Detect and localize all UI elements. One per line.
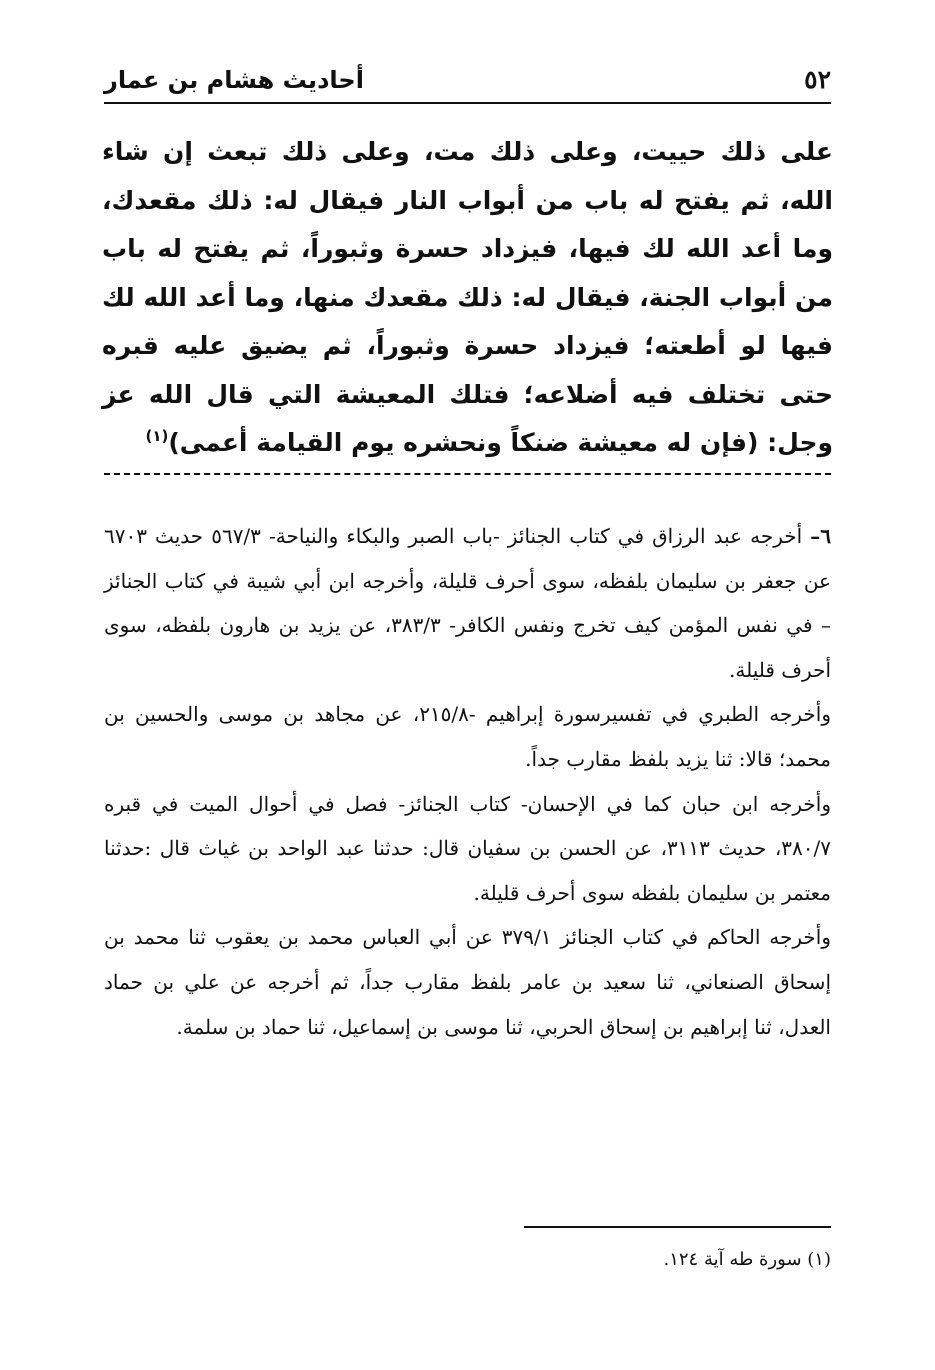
hadith-main-text	[102, 128, 833, 468]
takhrij-notes	[104, 514, 831, 1049]
note-paragraph: وأخرجه ابن حبان كما في الإحسان- كتاب الجنائز- فصل في أحوال الميت في قبره ٣٨٠/٧، حديث ٣١١٣، عن الحسن بن سفيان قال: حدثنا عبد الواحد بن غياث قال :حدثنا معتمر بن سليمان بلفظه سوى أحرف قليلة.	[104, 791, 831, 905]
footnote-divider	[524, 1226, 831, 1228]
note-paragraph: وأخرجه الحاكم في كتاب الجنائز ٣٧٩/١ عن أبي العباس محمد بن يعقوب ثنا محمد بن إسحاق الصنعاني، ثنا سعيد بن عامر بلفظ مقارب جداً، ثم أخرجه عن علي بن حماد العدل، ثنا إبراهيم بن إسحاق الحربي، ثنا موسى بن إسماعيل، ثنا حماد بن سلمة.	[104, 925, 831, 1039]
footnote-marker: (١)	[145, 427, 169, 445]
note-number: ٦–	[810, 524, 832, 548]
hadith-body: على ذلك حييت، وعلى ذلك مت، وعلى ذلك تبعث إن شاء الله، ثم يفتح له باب من أبواب النار فيقال له: ذلك مقعدك، وما أعد الله لك فيها، فيزداد حسرة وثبوراً، ثم يفتح له باب من أبواب الجنة، فيقال له: ذلك مقعدك منها، وما أعد الله لك فيها لو أطعته؛ فيزداد حسرة وثبوراً، ثم يضيق عليه قبره حتى تختلف فيه أضلاعه؛ فتلك المعيشة التي قال الله عز وجل: (فإن له معيشة ضنكاً ونحشره يوم القيامة أعمى)	[102, 137, 833, 457]
footnote: (١) سورة طه آية ١٢٤.	[663, 1249, 831, 1270]
running-title: أحاديث هشام بن عمار	[104, 66, 364, 94]
note-paragraph-text: أخرجه عبد الرزاق في كتاب الجنائز -باب الصبر والبكاء والنياحة- ٥٦٧/٣ حديث ٦٧٠٣ عن جعفر بن سليمان بلفظه، سوى أحرف قليلة، وأخرجه ابن أبي شيبة في كتاب الجنائز – في نفس المؤمن كيف تخرج ونفس الكافر- ٣٨٣/٣، عن يزيد بن هارون بلفظه، سوى أحرف قليلة.	[104, 524, 831, 682]
page-header	[104, 62, 831, 104]
note-paragraph: وأخرجه الطبري في تفسيرسورة إبراهيم -٢١٥/٨، عن مجاهد بن موسى والحسين بن محمد؛ قالا: ثنا يزيد بلفظ مقارب جداً.	[104, 702, 831, 771]
note-paragraph	[104, 514, 831, 692]
page-number: ٥٢	[804, 65, 831, 94]
section-divider	[104, 473, 831, 475]
